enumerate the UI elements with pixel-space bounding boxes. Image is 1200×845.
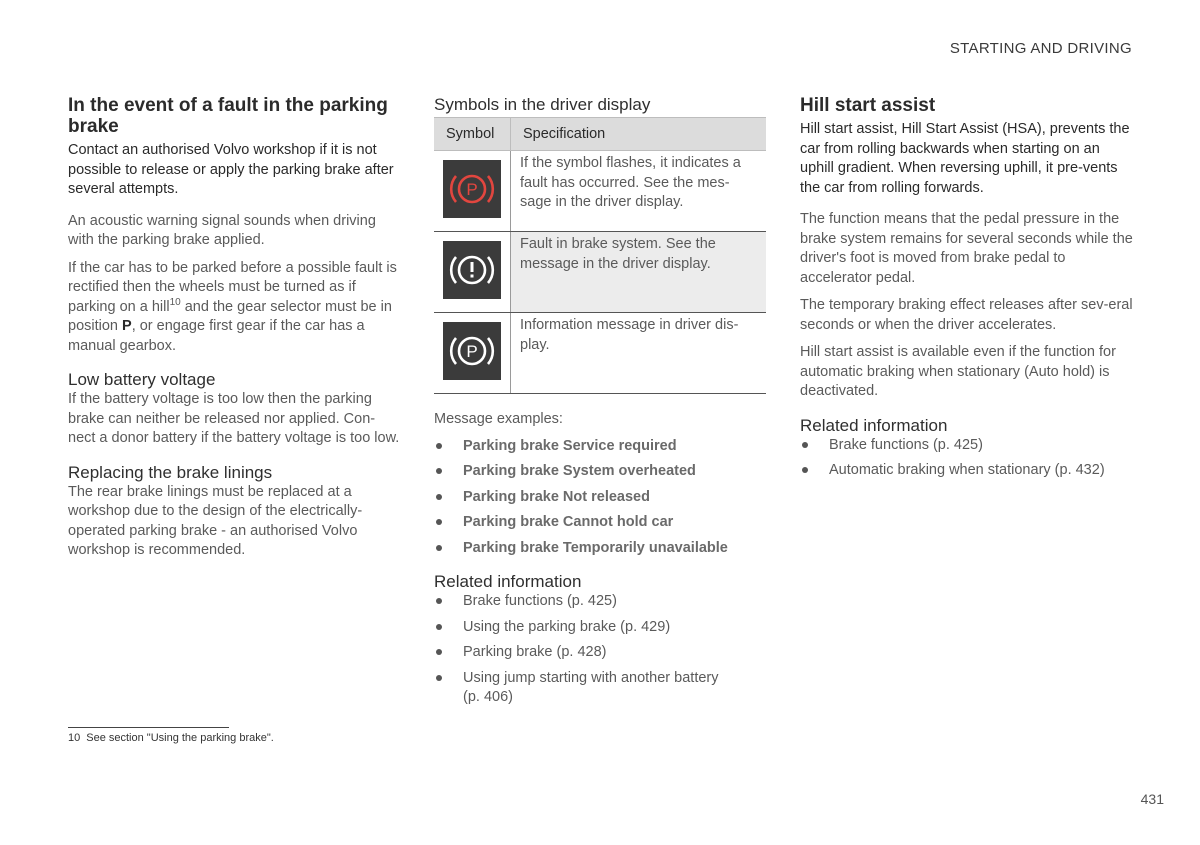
table-row (434, 151, 766, 232)
parking-brake-red-icon (443, 160, 501, 218)
parking-on-hill-text: If the car has to be parked before a possible fault is rectified then the wheels must be turned as if parking on a hill$^{10}$ and the gear selector must be in position P, or engage first gear if the car has a manual gearbox. (68, 259, 397, 354)
examples-label: Message examples: (434, 411, 563, 427)
spec-cell: If the symbol flashes, it indicates a fault has occurred. See the mes-sage in the driver display. (511, 151, 767, 232)
related-link[interactable]: Using jump starting with another battery (p. 406) (434, 669, 767, 708)
column-symbols (434, 95, 767, 708)
related-link[interactable]: Using the parking brake (p. 429) (434, 618, 767, 638)
table-row (434, 232, 766, 313)
brake-warning-icon (443, 241, 501, 299)
column-parking-brake-fault (68, 95, 401, 561)
message-list (434, 437, 767, 559)
related-link[interactable]: Automatic braking when stationary (p. 432) (800, 461, 1133, 481)
footnote-ref[interactable]: 10 (169, 296, 181, 308)
hill-start-lead: Hill start assist, Hill Start Assist (HSA), prevents the car from rolling backwards when starting on an uphill gradient. When reversing uphill, it pre-vents the car from rolling forwards. (800, 121, 1130, 196)
related-list (800, 436, 1133, 481)
low-battery-title: Low battery voltage (68, 370, 216, 389)
auto-hold-text: Hill start assist is available even if the function for automatic braking when stationary (Auto hold) is deactivated. (800, 344, 1116, 399)
footnote: 10 See section "Using the parking brake". (68, 732, 274, 744)
list-item: Parking brake Service required (434, 437, 767, 457)
svg-text:P: P (466, 180, 478, 199)
related-title: Related information (800, 415, 948, 435)
parking-brake-white-icon (443, 322, 501, 380)
linings-text: The rear brake linings must be replaced at a workshop due to the design of the electrically-operated parking brake - an authorised Volvo workshop is recommended. (68, 483, 363, 558)
symbol-cell (434, 151, 511, 232)
related-title: Related information (434, 572, 582, 591)
list-item: Parking brake Temporarily unavailable (434, 539, 767, 559)
fault-lead: Contact an authorised Volvo workshop if it is not possible to release or apply the parking brake after several attempts. (68, 142, 394, 197)
spec-cell: Fault in brake system. See the message in the driver display. (511, 232, 767, 313)
column-header-symbol: Symbol (434, 118, 511, 151)
symbols-table (434, 117, 766, 394)
pedal-pressure-text: The function means that the pedal pressure in the brake system remains for several seconds while the driver's foot is moved from brake pedal to accelerator pedal. (800, 211, 1133, 286)
svg-text:P: P (466, 342, 478, 361)
section-header: STARTING AND DRIVING (949, 40, 1132, 57)
related-link[interactable]: Parking brake (p. 428) (434, 643, 767, 663)
table-row (434, 313, 766, 394)
column-hill-start-assist (800, 95, 1133, 481)
spec-cell: Information message in driver dis-play. (511, 313, 767, 394)
footnote-divider (68, 727, 229, 728)
symbol-cell (434, 232, 511, 313)
page-number: 431 (1140, 791, 1164, 807)
related-link[interactable]: Brake functions (p. 425) (434, 592, 767, 612)
low-battery-text: If the battery voltage is too low then the parking brake can neither be released nor applied. Con-nect a donor battery if the battery voltage is too low. (68, 391, 400, 446)
symbols-title: Symbols in the driver display (434, 95, 651, 114)
list-item: Parking brake System overheated (434, 462, 767, 482)
acoustic-warning-text: An acoustic warning signal sounds when driving with the parking brake applied. (68, 212, 376, 248)
list-item: Parking brake Not released (434, 488, 767, 508)
braking-effect-text: The temporary braking effect releases after sev-eral seconds or when the driver accelerates. (800, 297, 1133, 333)
column-header-specification: Specification (511, 118, 767, 151)
fault-title: In the event of a fault in the parking brake (68, 95, 388, 137)
related-list (434, 592, 767, 708)
linings-title: Replacing the brake linings (68, 462, 273, 482)
symbol-cell (434, 313, 511, 394)
list-item: Parking brake Cannot hold car (434, 513, 767, 533)
table-header-row (434, 118, 766, 151)
hill-start-title: Hill start assist (800, 95, 936, 116)
related-link[interactable]: Brake functions (p. 425) (800, 436, 1133, 456)
